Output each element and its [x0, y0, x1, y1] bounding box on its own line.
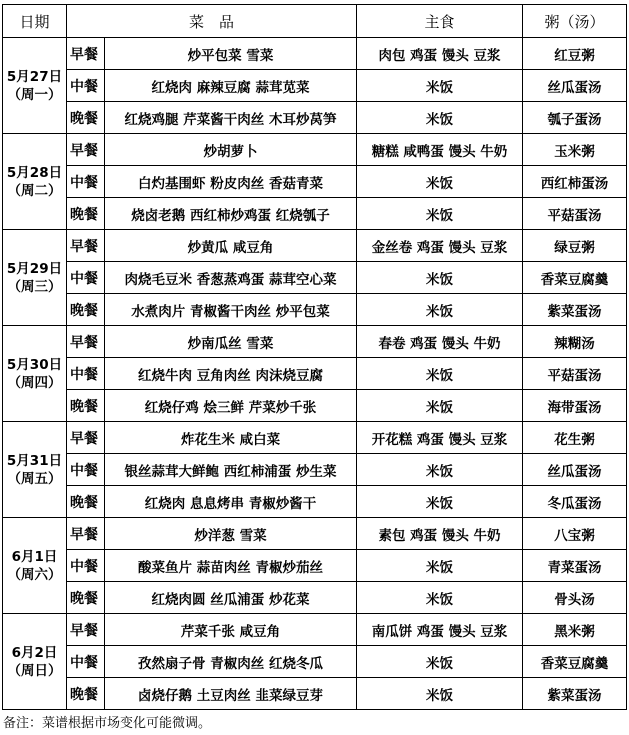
day-weekday: （周一）	[7, 86, 62, 103]
table-row	[3, 518, 627, 550]
table-row	[3, 678, 627, 710]
table-row	[3, 262, 627, 294]
meal-soup: 冬瓜蛋汤	[523, 486, 627, 518]
meal-staple: 米饭	[357, 294, 523, 326]
meal-staple: 米饭	[357, 646, 523, 678]
meal-dishes: 水煮肉片 青椒酱干肉丝 炒平包菜	[105, 294, 357, 326]
meal-name: 中餐	[67, 358, 105, 390]
meal-staple: 米饭	[357, 102, 523, 134]
table-row	[3, 230, 627, 262]
meal-name: 早餐	[67, 326, 105, 358]
meal-dishes: 肉烧毛豆米 香葱蒸鸡蛋 蒜茸空心菜	[105, 262, 357, 294]
day-cell	[3, 518, 67, 614]
meal-staple: 金丝卷 鸡蛋 馒头 豆浆	[357, 230, 523, 262]
meal-soup: 海带蛋汤	[523, 390, 627, 422]
meal-dishes: 炒洋葱 雪菜	[105, 518, 357, 550]
meal-name: 晚餐	[67, 198, 105, 230]
day-date: 6月1日	[11, 548, 58, 565]
meal-soup: 红豆粥	[523, 38, 627, 70]
table-row	[3, 166, 627, 198]
day-date: 5月31日	[6, 452, 63, 469]
table-row	[3, 390, 627, 422]
meal-dishes: 银丝蒜茸大鲜鲍 西红柿浦蛋 炒生菜	[105, 454, 357, 486]
meal-soup: 香菜豆腐羹	[523, 262, 627, 294]
meal-name: 早餐	[67, 134, 105, 166]
meal-name: 中餐	[67, 550, 105, 582]
day-weekday: （周四）	[7, 374, 62, 391]
meal-soup: 玉米粥	[523, 134, 627, 166]
meal-dishes: 红烧肉 麻辣豆腐 蒜茸苋菜	[105, 70, 357, 102]
header-staple: 主食	[357, 5, 523, 38]
meal-name: 中餐	[67, 262, 105, 294]
meal-dishes: 白灼基围虾 粉皮肉丝 香菇青菜	[105, 166, 357, 198]
day-weekday: （周日）	[7, 662, 62, 679]
weekly-menu-table	[2, 4, 627, 710]
meal-soup: 骨头汤	[523, 582, 627, 614]
table-row	[3, 326, 627, 358]
meal-name: 晚餐	[67, 294, 105, 326]
meal-name: 早餐	[67, 230, 105, 262]
day-cell	[3, 134, 67, 230]
day-cell	[3, 230, 67, 326]
meal-dishes: 芹菜千张 咸豆角	[105, 614, 357, 646]
header-soup: 粥（汤）	[523, 5, 627, 38]
meal-name: 早餐	[67, 518, 105, 550]
meal-name: 中餐	[67, 166, 105, 198]
meal-name: 早餐	[67, 38, 105, 70]
meal-name: 早餐	[67, 614, 105, 646]
day-cell	[3, 38, 67, 134]
meal-dishes: 卤烧仔鹅 土豆肉丝 韭菜绿豆芽	[105, 678, 357, 710]
header-date: 日期	[3, 5, 67, 38]
footnote: 备注：菜谱根据市场变化可能微调。	[3, 716, 212, 731]
day-weekday: （周五）	[7, 470, 62, 487]
table-row	[3, 70, 627, 102]
meal-staple: 南瓜饼 鸡蛋 馒头 豆浆	[357, 614, 523, 646]
meal-soup: 青菜蛋汤	[523, 550, 627, 582]
day-weekday: （周三）	[7, 278, 62, 295]
meal-staple: 糖糕 咸鸭蛋 馒头 牛奶	[357, 134, 523, 166]
meal-staple: 素包 鸡蛋 馒头 牛奶	[357, 518, 523, 550]
meal-dishes: 炒平包菜 雪菜	[105, 38, 357, 70]
meal-soup: 西红柿蛋汤	[523, 166, 627, 198]
meal-soup: 紫菜蛋汤	[523, 294, 627, 326]
meal-staple: 米饭	[357, 70, 523, 102]
meal-name: 中餐	[67, 646, 105, 678]
meal-name: 中餐	[67, 70, 105, 102]
day-date: 5月27日	[6, 68, 63, 85]
meal-staple: 米饭	[357, 358, 523, 390]
day-weekday: （周六）	[7, 566, 62, 583]
meal-staple: 米饭	[357, 582, 523, 614]
menu-body	[3, 38, 627, 710]
meal-dishes: 红烧肉圆 丝瓜浦蛋 炒花菜	[105, 582, 357, 614]
meal-dishes: 红烧牛肉 豆角肉丝 肉沫烧豆腐	[105, 358, 357, 390]
table-row	[3, 582, 627, 614]
meal-name: 晚餐	[67, 582, 105, 614]
meal-staple: 米饭	[357, 454, 523, 486]
table-row	[3, 294, 627, 326]
meal-soup: 平菇蛋汤	[523, 198, 627, 230]
meal-soup: 八宝粥	[523, 518, 627, 550]
meal-soup: 紫菜蛋汤	[523, 678, 627, 710]
day-cell	[3, 422, 67, 518]
header-row	[3, 5, 627, 38]
table-row	[3, 38, 627, 70]
table-row	[3, 422, 627, 454]
meal-staple: 春卷 鸡蛋 馒头 牛奶	[357, 326, 523, 358]
meal-dishes: 炒胡萝卜	[105, 134, 357, 166]
meal-name: 晚餐	[67, 678, 105, 710]
meal-name: 晚餐	[67, 102, 105, 134]
meal-soup: 辣糊汤	[523, 326, 627, 358]
meal-soup: 平菇蛋汤	[523, 358, 627, 390]
meal-staple: 米饭	[357, 486, 523, 518]
meal-soup: 绿豆粥	[523, 230, 627, 262]
header-dishes: 菜 品	[67, 5, 357, 38]
day-weekday: （周二）	[7, 182, 62, 199]
meal-soup: 黑米粥	[523, 614, 627, 646]
day-cell	[3, 326, 67, 422]
meal-dishes: 炸花生米 咸白菜	[105, 422, 357, 454]
meal-soup: 丝瓜蛋汤	[523, 70, 627, 102]
meal-name: 晚餐	[67, 390, 105, 422]
table-row	[3, 486, 627, 518]
meal-dishes: 炒黄瓜 咸豆角	[105, 230, 357, 262]
meal-staple: 开花糕 鸡蛋 馒头 豆浆	[357, 422, 523, 454]
day-cell	[3, 614, 67, 710]
meal-dishes: 酸菜鱼片 蒜苗肉丝 青椒炒茄丝	[105, 550, 357, 582]
table-row	[3, 646, 627, 678]
meal-soup: 瓠子蛋汤	[523, 102, 627, 134]
meal-name: 晚餐	[67, 486, 105, 518]
table-row	[3, 134, 627, 166]
meal-staple: 米饭	[357, 390, 523, 422]
day-date: 6月2日	[11, 644, 58, 661]
meal-dishes: 孜然扇子骨 青椒肉丝 红烧冬瓜	[105, 646, 357, 678]
table-row	[3, 198, 627, 230]
meal-name: 中餐	[67, 454, 105, 486]
day-date: 5月28日	[6, 164, 63, 181]
meal-soup: 香菜豆腐羹	[523, 646, 627, 678]
meal-staple: 米饭	[357, 678, 523, 710]
meal-dishes: 红烧鸡腿 芹菜酱干肉丝 木耳炒莴笋	[105, 102, 357, 134]
table-row	[3, 454, 627, 486]
meal-staple: 米饭	[357, 198, 523, 230]
day-date: 5月29日	[6, 260, 63, 277]
meal-staple: 米饭	[357, 166, 523, 198]
meal-name: 早餐	[67, 422, 105, 454]
meal-dishes: 红烧仔鸡 烩三鲜 芹菜炒千张	[105, 390, 357, 422]
meal-dishes: 炒南瓜丝 雪菜	[105, 326, 357, 358]
table-row	[3, 614, 627, 646]
meal-soup: 丝瓜蛋汤	[523, 454, 627, 486]
meal-soup: 花生粥	[523, 422, 627, 454]
meal-staple: 米饭	[357, 550, 523, 582]
day-date: 5月30日	[6, 356, 63, 373]
table-row	[3, 102, 627, 134]
meal-dishes: 烧卤老鹅 西红柿炒鸡蛋 红烧瓠子	[105, 198, 357, 230]
meal-staple: 米饭	[357, 262, 523, 294]
meal-dishes: 红烧肉 息息烤串 青椒炒酱干	[105, 486, 357, 518]
table-row	[3, 358, 627, 390]
meal-staple: 肉包 鸡蛋 馒头 豆浆	[357, 38, 523, 70]
table-row	[3, 550, 627, 582]
